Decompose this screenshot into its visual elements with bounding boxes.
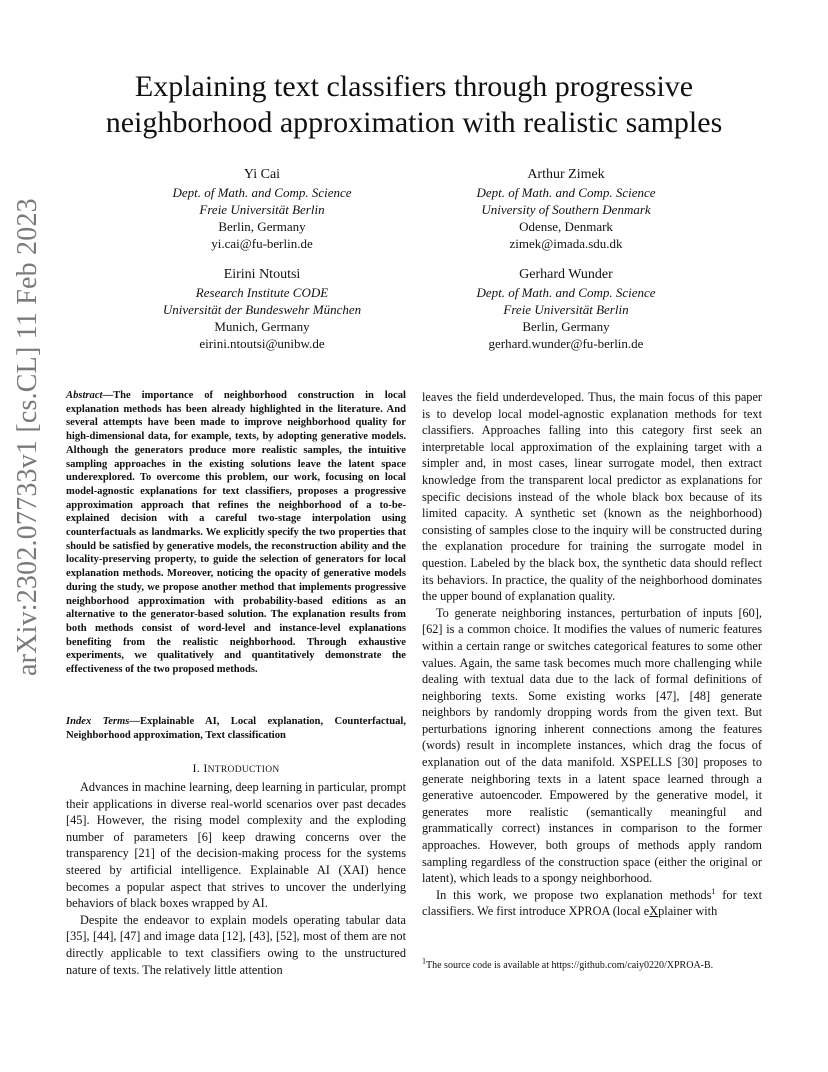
abstract-text: —The importance of neighborhood construction in local explanation methods has been already highlighted in the literature. And several attempts have been made to improve neighborhood quality for high-dimensional data, for example, texts, by adopting generative models. Although the generators produce more realistic samples, the intuitive sampling approaches in the existing solutions leave the latent space underexplored. To overcome this problem, our work, focusing on local model-agnostic explanations for text classifiers, proposes a progressive approximation approach that refines the neighborhood of a to-be-explained decision with a careful two-stage interpolation using counterfactuals as landmarks. We explicitly specify the two properties that should be satisfied by generative models, the reconstruction ability and the locality-preserving property, to guide the selection of generators for local explanation methods. Moreover, noticing the opacity of generative models during the study, we propose another method that implements progressive neighborhood approximation with probability-based editions as an alternative to the generator-based solution. The explanation results from both methods consist of word-level and instance-level explanations benefiting from the realistic neighborhood. Through exhaustive experiments, we qualitatively and quantitatively demonstrate the effectiveness of the two proposed methods.	[66, 390, 406, 676]
title-line-1: Explaining text classifiers through progressive	[134, 70, 694, 103]
author-dept: Dept. of Math. and Comp. Science	[476, 185, 656, 200]
right-paragraph-1: leaves the field underdeveloped. Thus, the main focus of this paper is to develop local model-agnostic explanation methods for text classifiers. Approaches falling into this category first seek an interpretable local approximation of the explaining target with a simpler and, in most cases, linear surrogate model, then extract knowledge from the transparent local predictor as explanations for specific decisions instead of the whole black box because of its limited capacity. A synthetic set (known as the neighborhood) consisting of samples close to the inquiry will be constructed during the explanation procedure for training the surrogate model in question. Labeled by the black box, the synthetic data should reflect its behaviors. In practice, the quality of the neighborhood dominates the upper bound of explanation quality.	[422, 390, 762, 604]
author-location: Berlin, Germany	[218, 219, 306, 234]
section-heading-introduction	[66, 760, 406, 779]
last-para-underlined-x: X	[649, 904, 659, 919]
author-location: Munich, Germany	[214, 319, 310, 334]
footnote-mark: 1	[422, 956, 426, 966]
author-name: Eirini Ntoutsi	[223, 267, 301, 282]
last-para-after: plainer with	[658, 904, 718, 919]
last-para-before: In this work, we propose two explanation methods	[436, 887, 712, 902]
author-org: University of Southern Denmark	[481, 202, 651, 217]
author-location: Odense, Denmark	[519, 219, 613, 234]
index-terms	[66, 715, 406, 742]
author-email[interactable]: zimek@imada.sdu.dk	[509, 236, 623, 251]
right-paragraph-2: To generate neighboring instances, perturbation of inputs [60], [62] is a common choice. It modifies the values of numeric features within a certain range or switches categorical features to some other values. Again, the same task becomes much more challenging while dealing with textual data due to the lack of formal definitions of neighboring texts. Some existing works [47], [48] generate neighbors by randomly dropping words from the given text. But perturbations ignoring inherent connections among the features (words) result in incomplete instances, which drag the focus of explanation out of the data manifold. XSPELLS [30] proposes to generate neighboring texts in a latent space learned through a generative autoencoder. Empowered by the generative model, it generates more realistic (semantically meaningful and grammatically correct) instances in comparison to the former approaches. However, both groups of methods apply random sampling regardless of the construction space (either the original or latent), which leads to a spongy neighborhood.	[422, 605, 762, 886]
title-line-2: neighborhood approximation with realistic samples	[105, 106, 723, 139]
arxiv-identifier-text: arXiv:2302.07733v1 [cs.CL] 11 Feb 2023	[12, 198, 43, 676]
index-terms-text: —Explainable AI, Local explanation, Counterfactual, Neighborhood approximation, Text classification	[66, 716, 406, 741]
author-email[interactable]: gerhard.wunder@fu-berlin.de	[488, 336, 644, 351]
author-org: Universität der Bundeswehr München	[162, 302, 362, 317]
footnote-ref[interactable]: 1	[711, 886, 716, 896]
author-org: Freie Universität Berlin	[503, 302, 629, 317]
author-dept: Dept. of Math. and Comp. Science	[172, 185, 352, 200]
intro-left-column	[66, 779, 406, 978]
author-block-1	[112, 165, 412, 252]
footnote-text: The source code is available at https://github.com/caiy0220/XPROA-B.	[426, 960, 714, 971]
section-numeral: I. I	[192, 761, 208, 775]
author-email[interactable]: eirini.ntoutsi@unibw.de	[199, 336, 325, 351]
paper-title	[40, 69, 788, 141]
right-column	[422, 389, 762, 920]
author-dept: Dept. of Math. and Comp. Science	[476, 285, 656, 300]
author-name: Arthur Zimek	[527, 167, 605, 182]
author-dept: Research Institute CODE	[195, 285, 329, 300]
author-block-3	[112, 265, 412, 352]
intro-paragraph-2: Despite the endeavor to explain models operating tabular data [35], [44], [47] and image data [12], [43], [52], most of them are not directly applicable to text classifiers owing to the unstructured nature of texts. The relatively little attention	[66, 912, 406, 977]
author-org: Freie Universität Berlin	[199, 202, 325, 217]
abstract	[66, 389, 406, 677]
author-block-2	[416, 165, 716, 252]
footnote	[422, 956, 762, 972]
author-name: Gerhard Wunder	[519, 267, 613, 282]
author-email[interactable]: yi.cai@fu-berlin.de	[211, 236, 313, 251]
intro-paragraph-1: Advances in machine learning, deep learning in particular, prompt their applications in diverse real-world scenarios over past decades [45]. However, the rising model complexity and the exploding number of parameters [6] keep drawing concerns over the transparency [21] of the decision-making process for the systems steered by artificial intelligence. Explainable AI (XAI) hence becomes a popular aspect that strives to uncover the underlying behaviors of black boxes wrapped by AI.	[66, 780, 406, 911]
section-title-rest: NTRODUCTION	[207, 765, 280, 775]
author-block-4	[416, 265, 716, 352]
abstract-lead: Abstract	[66, 390, 103, 401]
author-location: Berlin, Germany	[522, 319, 610, 334]
right-paragraph-3	[422, 887, 762, 920]
author-name: Yi Cai	[243, 167, 281, 182]
last-para-middle: for text classifiers. We first introduce XPROA (local e	[422, 887, 762, 919]
index-terms-lead: Index Terms	[66, 716, 130, 727]
